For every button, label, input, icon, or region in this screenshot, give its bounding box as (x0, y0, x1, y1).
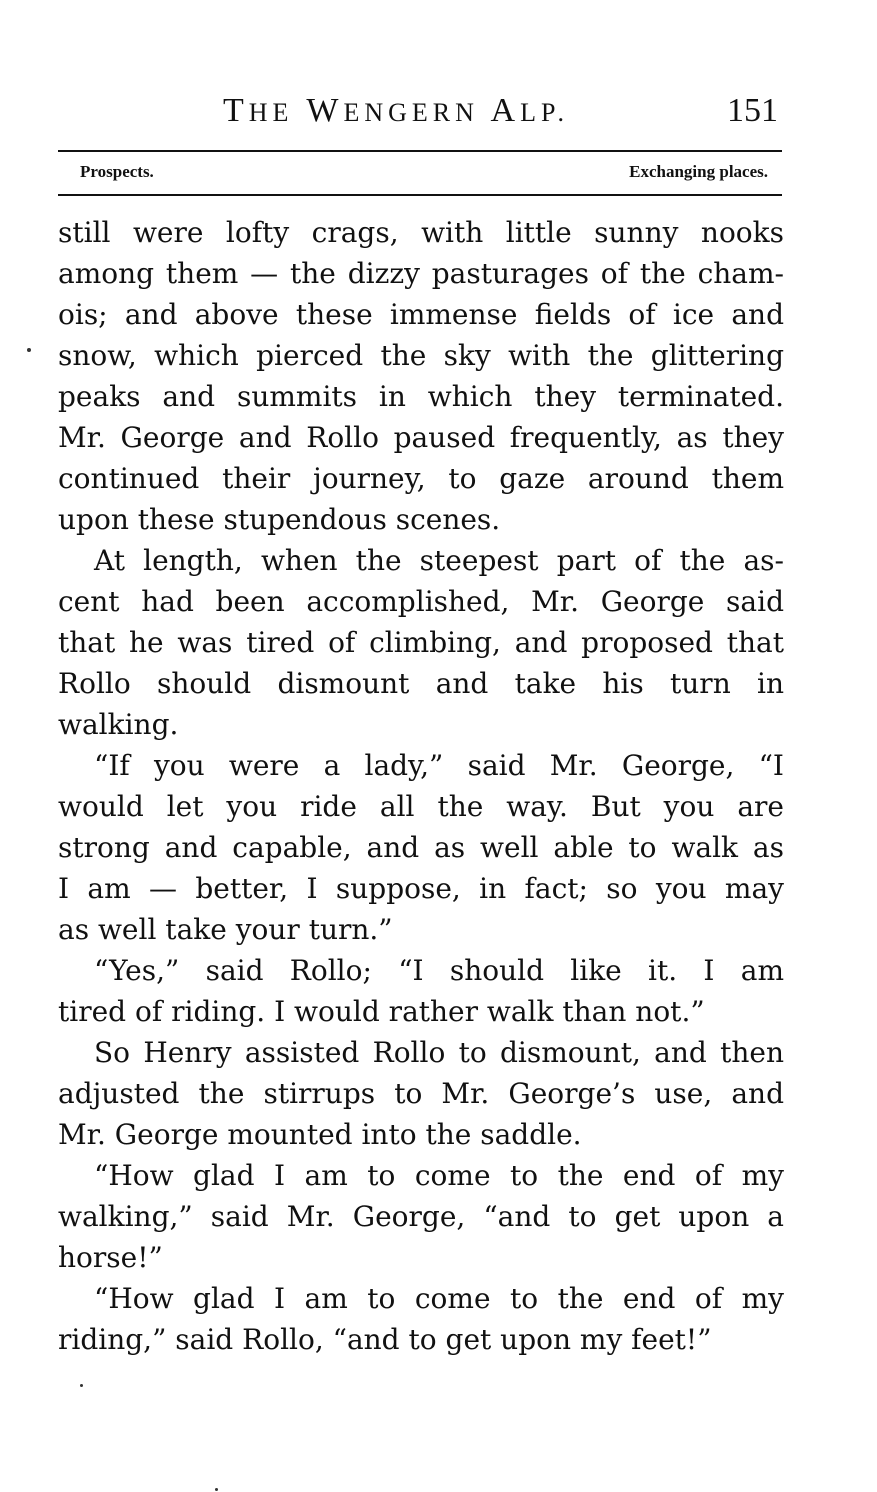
text-line: riding,” said Rollo, “and to get upon my feet!” (58, 1323, 712, 1356)
text-line: upon these stupendous scenes. (58, 503, 501, 536)
margin-speck (27, 348, 31, 352)
text-line: among them — the dizzy pasturages of the cham- (58, 257, 784, 290)
text-line: walking,” said Mr. George, “and to get upon a (58, 1200, 784, 1233)
subhead-right: Exchanging places. (629, 162, 768, 181)
text-line: that he was tired of climbing, and proposed that (58, 626, 784, 659)
title-small-caps: ENGERN (343, 98, 479, 127)
text-line: continued their journey, to gaze around them (58, 462, 784, 495)
text-line: I am — better, I suppose, in fact; so you may (58, 872, 784, 905)
text-line: cent had been accomplished, Mr. George said (58, 585, 784, 618)
text-line: horse!” (58, 1241, 163, 1274)
text-line: walking. (58, 708, 179, 741)
page-number: 151 (727, 92, 778, 129)
text-line: as well take your turn.” (58, 913, 393, 946)
text-line: “If you were a lady,” said Mr. George, “I (94, 749, 784, 782)
text-line: Rollo should dismount and take his turn in (58, 667, 784, 700)
title-small-caps: HE (248, 98, 294, 127)
title-initial: T (223, 92, 249, 129)
text-line: tired of riding. I would rather walk than not.” (58, 995, 705, 1028)
text-line: ois; and above these immense fields of ice and (58, 298, 784, 331)
running-head (58, 88, 782, 134)
running-title (223, 88, 569, 136)
title-small-caps: LP. (520, 98, 570, 127)
text-line: peaks and summits in which they terminated. (58, 380, 784, 413)
text-line: snow, which pierced the sky with the glittering (58, 339, 784, 372)
margin-speck (215, 1488, 218, 1491)
text-line: would let you ride all the way. But you are (58, 790, 784, 823)
subheads (58, 158, 782, 186)
text-line: “Yes,” said Rollo; “I should like it. I am (94, 954, 784, 987)
margin-speck (80, 1384, 83, 1387)
title-initial: W (306, 92, 344, 129)
header-rule-top (58, 150, 782, 152)
text-line: “How glad I am to come to the end of my (94, 1282, 784, 1315)
text-line: Mr. George mounted into the saddle. (58, 1118, 582, 1151)
text-line: strong and capable, and as well able to walk as (58, 831, 784, 864)
subhead-left: Prospects. (80, 162, 154, 181)
text-line: Mr. George and Rollo paused frequently, as they (58, 421, 784, 454)
header-rule-bottom (58, 194, 782, 196)
text-line: adjusted the stirrups to Mr. George’s use, and (58, 1077, 784, 1110)
text-line: “How glad I am to come to the end of my (94, 1159, 784, 1192)
text-line: So Henry assisted Rollo to dismount, and then (94, 1036, 784, 1069)
body-text (58, 212, 784, 1360)
text-line: still were lofty crags, with little sunny nooks (58, 216, 784, 249)
title-initial: A (490, 92, 521, 129)
text-line: At length, when the steepest part of the as- (94, 544, 784, 577)
